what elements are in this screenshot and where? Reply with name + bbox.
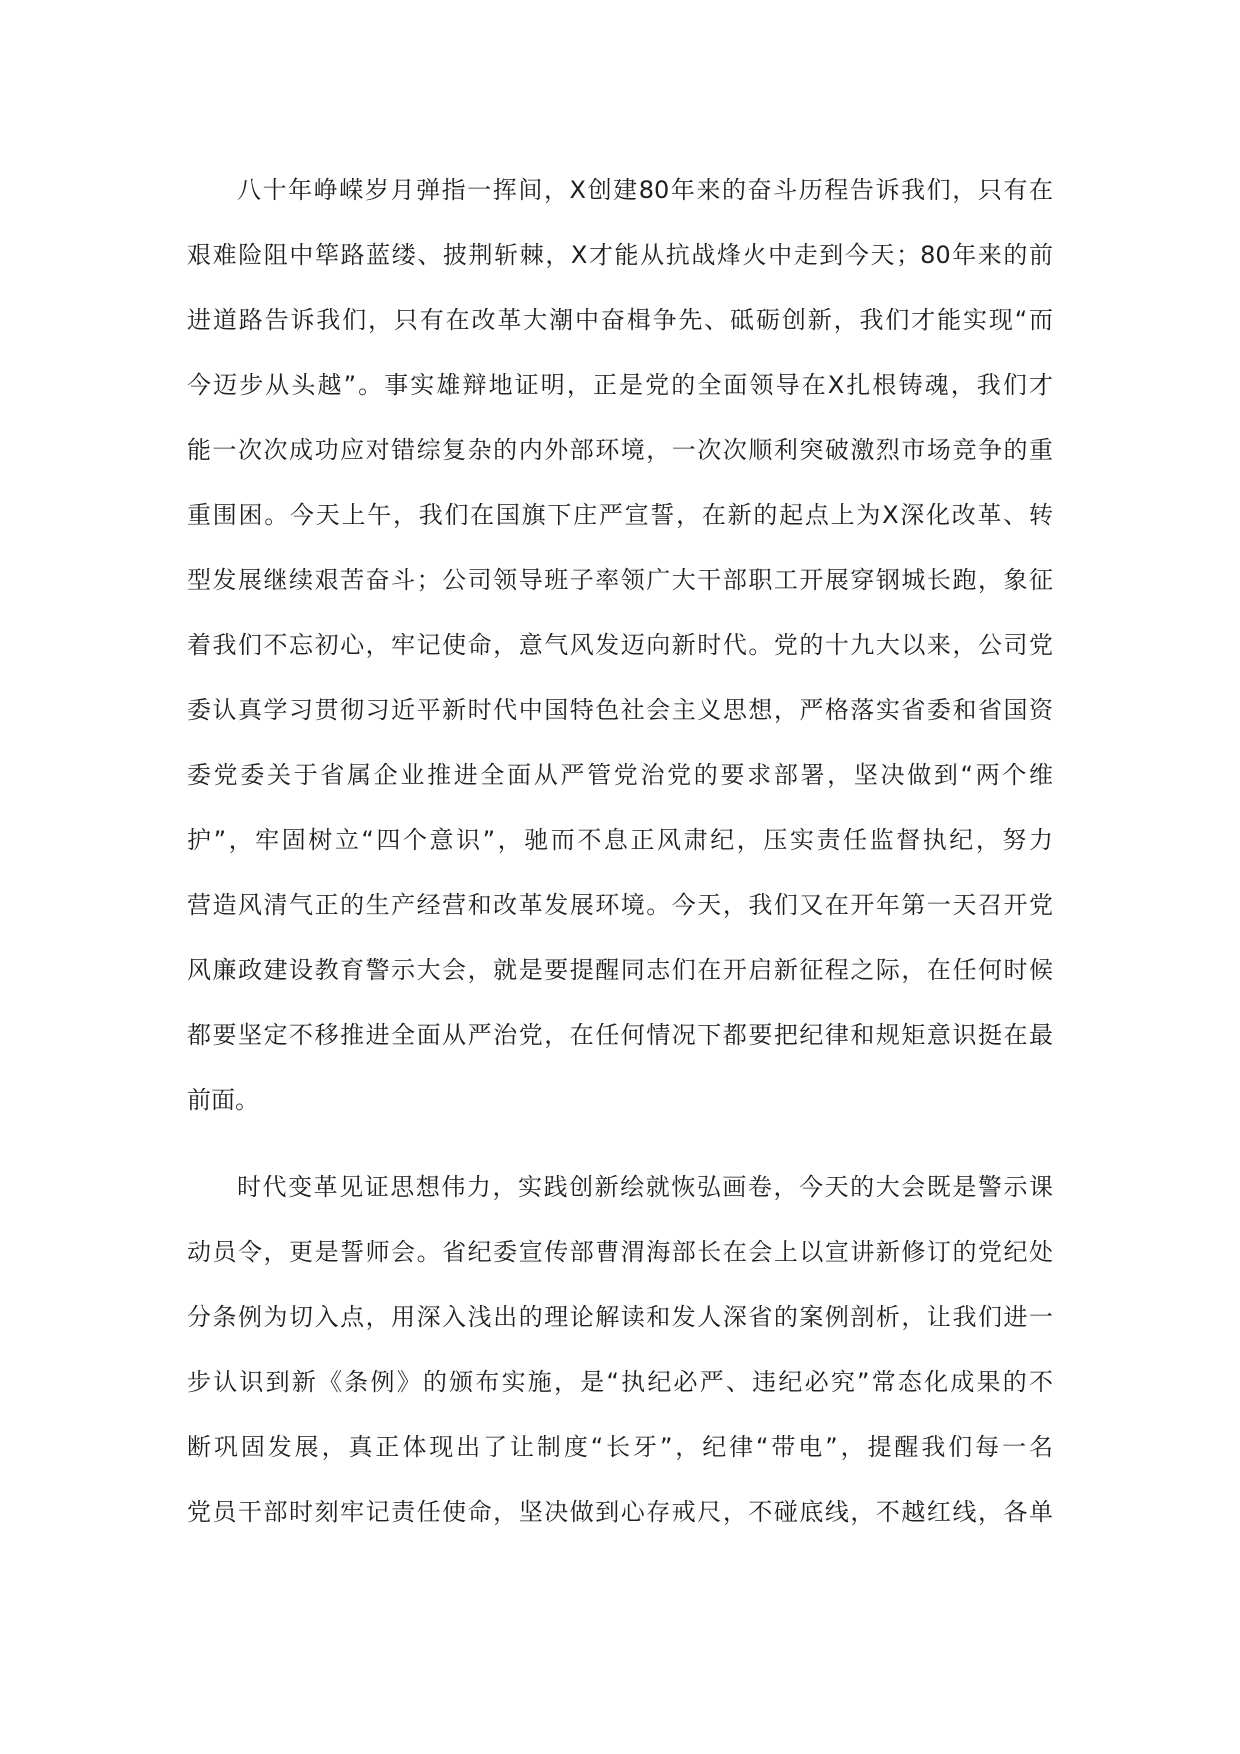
paragraph-line: 能一次次成功应对错综复杂的内外部环境，一次次顺利突破激烈市场竞争的重 [187,436,1053,464]
paragraph-line: 动员令，更是誓师会。省纪委宣传部曹渭海部长在会上以宣讲新修订的党纪处 [187,1238,1053,1266]
paragraph-line: 步认识到新《条例》的颁布实施，是“执纪必严、违纪必究”常态化成果的不 [187,1368,1053,1396]
paragraph-line: 时代变革见证思想伟力，实践创新绘就恢弘画卷，今天的大会既是警示课 [237,1173,1053,1201]
paragraph-line: 党员干部时刻牢记责任使命，坚决做到心存戒尺，不碰底线，不越红线，各单 [187,1498,1053,1526]
paragraph-line: 都要坚定不移推进全面从严治党，在任何情况下都要把纪律和规矩意识挺在最 [187,1021,1053,1049]
paragraph-line: 八十年峥嵘岁月弹指一挥间，X创建80年来的奋斗历程告诉我们，只有在 [237,176,1053,204]
paragraph-line: 护”，牢固树立“四个意识”，驰而不息正风肃纪，压实责任监督执纪，努力 [187,826,1053,854]
paragraph-line: 进道路告诉我们，只有在改革大潮中奋楫争先、砥砺创新，我们才能实现“而 [187,306,1053,334]
paragraph-line: 型发展继续艰苦奋斗；公司领导班子率领广大干部职工开展穿钢城长跑，象征 [187,566,1053,594]
paragraph-line: 分条例为切入点，用深入浅出的理论解读和发人深省的案例剖析，让我们进一 [187,1303,1053,1331]
paragraph-line: 风廉政建设教育警示大会，就是要提醒同志们在开启新征程之际，在任何时候 [187,956,1053,984]
paragraph-2 [187,1172,1053,1562]
paragraph-line: 着我们不忘初心，牢记使命，意气风发迈向新时代。党的十九大以来，公司党 [187,631,1053,659]
paragraph-line: 重围困。今天上午，我们在国旗下庄严宣誓，在新的起点上为X深化改革、转 [187,501,1053,529]
paragraph-line: 营造风清气正的生产经营和改革发展环境。今天，我们又在开年第一天召开党 [187,891,1053,919]
paragraph-line: 委党委关于省属企业推进全面从严管党治党的要求部署，坚决做到“两个维 [187,761,1053,789]
paragraph-line: 前面。 [187,1086,259,1114]
paragraph-1 [187,175,1053,1150]
paragraph-line: 委认真学习贯彻习近平新时代中国特色社会主义思想，严格落实省委和省国资 [187,696,1053,724]
paragraph-line: 艰难险阻中筚路蓝缕、披荆斩棘，X才能从抗战烽火中走到今天；80年来的前 [187,241,1053,269]
paragraph-line: 今迈步从头越”。事实雄辩地证明，正是党的全面领导在X扎根铸魂，我们才 [187,371,1053,399]
paragraph-line: 断巩固发展，真正体现出了让制度“长牙”，纪律“带电”，提醒我们每一名 [187,1433,1053,1461]
